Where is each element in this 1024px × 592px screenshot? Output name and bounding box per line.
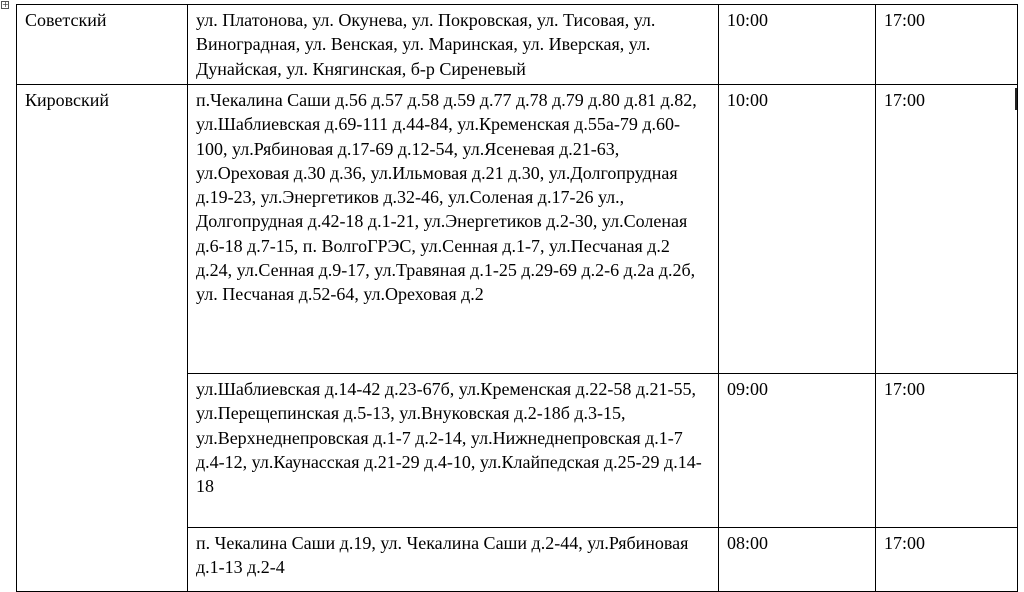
end-time-cell: 17:00 bbox=[876, 528, 1018, 592]
end-time-cell: 17:00 bbox=[876, 374, 1018, 528]
table-row bbox=[17, 5, 1018, 85]
outage-schedule-table bbox=[16, 4, 1018, 592]
district-cell: Кировский bbox=[17, 85, 188, 592]
start-time-cell: 10:00 bbox=[719, 85, 876, 374]
start-time-cell: 09:00 bbox=[719, 374, 876, 528]
streets-cell: п.Чекалина Саши д.56 д.57 д.58 д.59 д.77 д.78 д.79 д.80 д.81 д.82, ул.Шаблиевская д.69-111 д.44-84, ул.Кременская д.55а-79 д.60-100, ул.Рябиновая д.17-69 д.12-54, ул.Ясеневая д.21-63, ул.Ореховая д.30 д.36, ул.Ильмовая д.21 д.30, ул.Долгопрудная д.19-23, ул.Энергетиков д.32-46, ул.Соленая д.17-26 ул., Долгопрудная д.42-18 д.1-21, ул.Энергетиков д.2-30, ул.Соленая д.6-18 д.7-15, п. ВолгоГРЭС, ул.Сенная д.1-7, ул.Песчаная д.2 д.24, ул.Сенная д.9-17, ул.Травяная д.1-25 д.29-69 д.2-6 д.2а д.2б, ул. Песчаная д.52-64, ул.Ореховая д.2 bbox=[188, 85, 719, 374]
district-cell: Советский bbox=[17, 5, 188, 85]
table-move-handle-icon[interactable]: + bbox=[2, 0, 9, 9]
end-time-cell: 17:00 bbox=[876, 85, 1018, 374]
column-resize-marker[interactable] bbox=[1015, 88, 1017, 110]
streets-cell: ул. Платонова, ул. Окунева, ул. Покровская, ул. Тисовая, ул. Виноградная, ул. Венская, ул. Маринская, ул. Иверская, ул. Дунайская, ул. Княгинская, б-р Сиреневый bbox=[188, 5, 719, 85]
streets-cell: п. Чекалина Саши д.19, ул. Чекалина Саши д.2-44, ул.Рябиновая д.1-13 д.2-4 bbox=[188, 528, 719, 592]
start-time-cell: 08:00 bbox=[719, 528, 876, 592]
streets-cell: ул.Шаблиевская д.14-42 д.23-67б, ул.Кременская д.22-58 д.21-55, ул.Перещепинская д.5-13, ул.Внуковская д.2-18б д.3-15, ул.Верхнеднепровская д.1-7 д.2-14, ул.Нижнеднепровская д.1-7 д.4-12, ул.Каунасская д.21-29 д.4-10, ул.Клайпедская д.25-29 д.14-18 bbox=[188, 374, 719, 528]
end-time-cell: 17:00 bbox=[876, 5, 1018, 85]
start-time-cell: 10:00 bbox=[719, 5, 876, 85]
table-row bbox=[17, 85, 1018, 374]
